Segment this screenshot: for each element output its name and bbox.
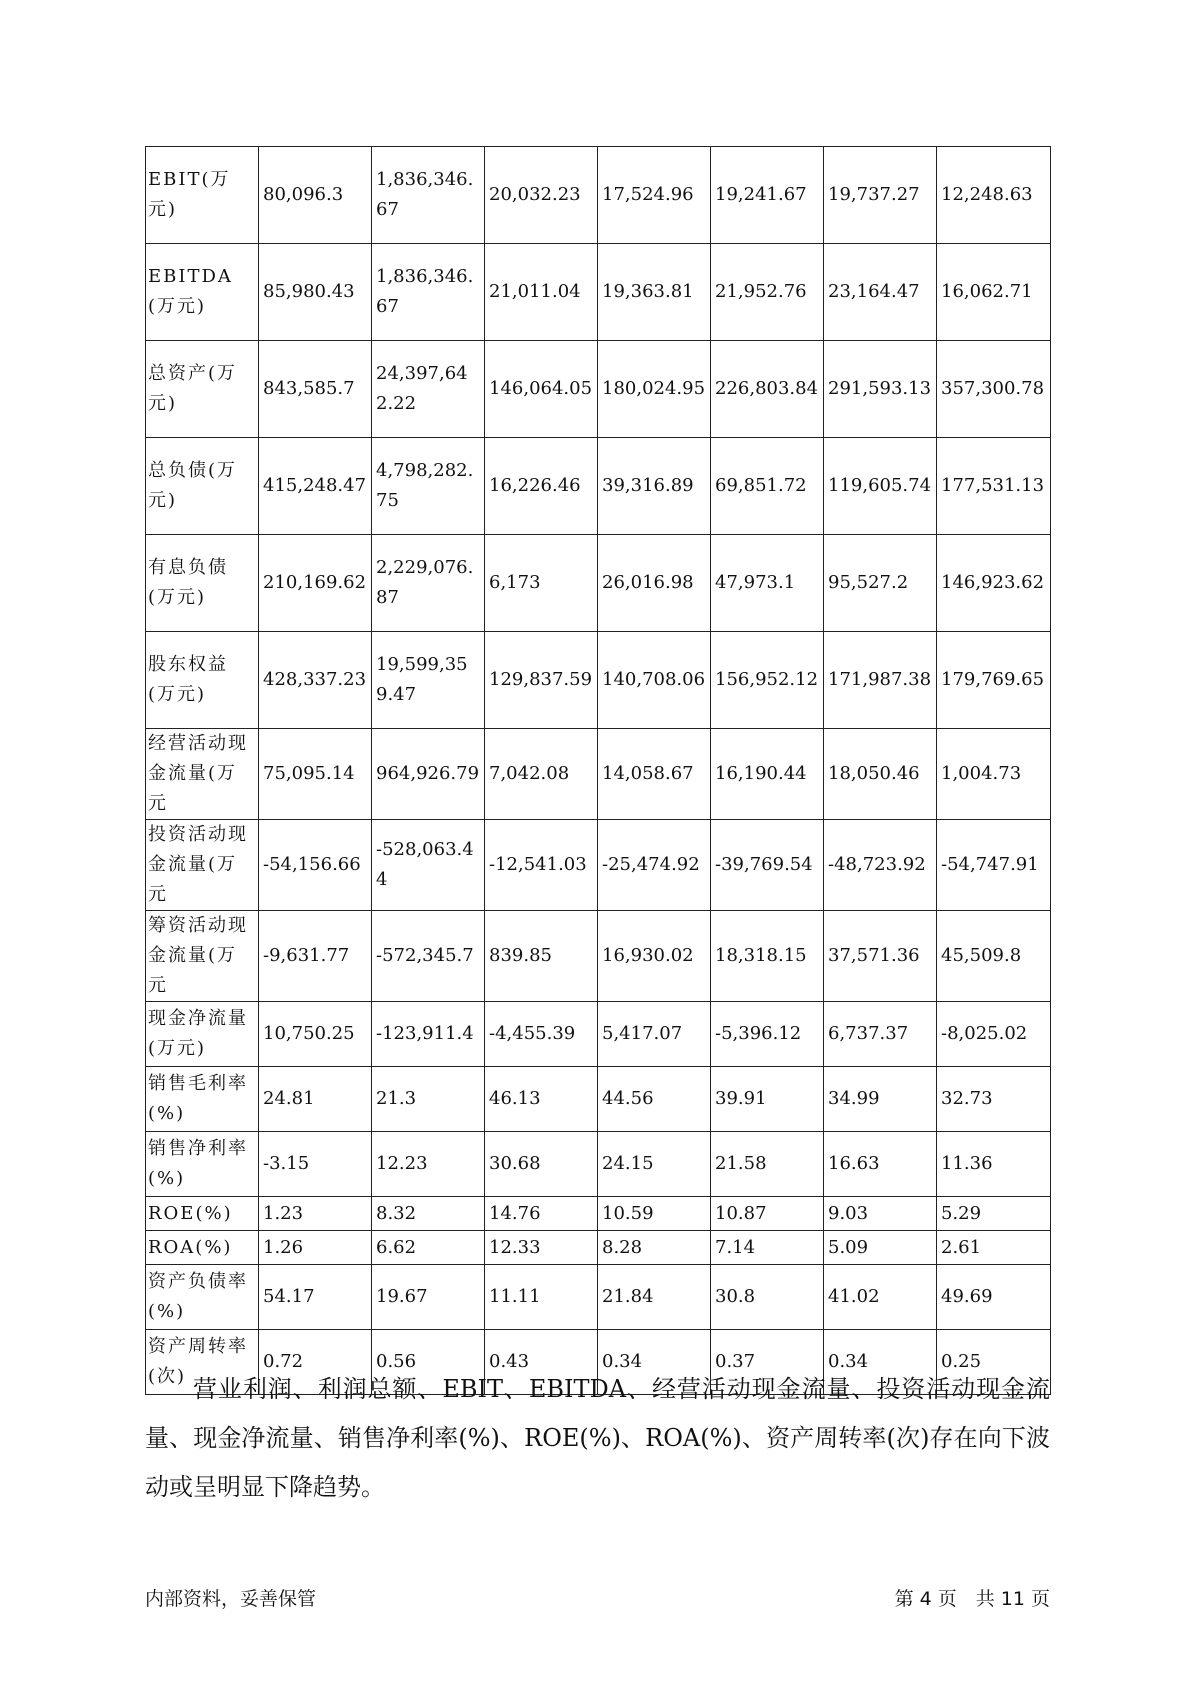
table-cell: 30.68 xyxy=(485,1132,598,1197)
table-cell: 0.37 xyxy=(711,1330,824,1395)
table-cell: 21.58 xyxy=(711,1132,824,1197)
table-cell: 1,836,346.67 xyxy=(372,244,485,341)
table-cell: 18,050.46 xyxy=(824,729,937,820)
body-paragraph: 营业利润、利润总额、EBIT、EBITDA、经营活动现金流量、投资活动现金流量、现金净流量、销售净利率(%)、ROE(%)、ROA(%)、资产周转率(次)存在向下波动或呈明显下降趋势。 xyxy=(145,1375,1050,1501)
table-row xyxy=(146,535,1051,632)
table-cell: 5.09 xyxy=(824,1231,937,1265)
table-cell: 24.15 xyxy=(598,1132,711,1197)
row-label: EBITDA(万元) xyxy=(146,244,259,341)
table-cell: 357,300.78 xyxy=(937,341,1051,438)
table-cell: 11.11 xyxy=(485,1265,598,1330)
table-cell: 19,599,359.47 xyxy=(372,632,485,729)
row-label: 资产周转率(次) xyxy=(146,1330,259,1395)
table-cell: 16.63 xyxy=(824,1132,937,1197)
table-cell: 21,952.76 xyxy=(711,244,824,341)
table-cell: 10,750.25 xyxy=(259,1002,372,1067)
row-label: 股东权益(万元) xyxy=(146,632,259,729)
table-cell: 0.34 xyxy=(824,1330,937,1395)
table-cell: 1,004.73 xyxy=(937,729,1051,820)
table-row xyxy=(146,341,1051,438)
table-cell: 16,226.46 xyxy=(485,438,598,535)
table-cell: -54,747.91 xyxy=(937,820,1051,911)
table-cell: 19,363.81 xyxy=(598,244,711,341)
table-cell: 12.33 xyxy=(485,1231,598,1265)
table-cell: 291,593.13 xyxy=(824,341,937,438)
table-cell: -572,345.7 xyxy=(372,911,485,1002)
table-cell: 843,585.7 xyxy=(259,341,372,438)
table-cell: 24,397,642.22 xyxy=(372,341,485,438)
table-cell: -48,723.92 xyxy=(824,820,937,911)
table-cell: 19,737.27 xyxy=(824,147,937,244)
table-row xyxy=(146,1002,1051,1067)
table-cell: 18,318.15 xyxy=(711,911,824,1002)
table-row xyxy=(146,911,1051,1002)
table-row xyxy=(146,244,1051,341)
table-cell: 12,248.63 xyxy=(937,147,1051,244)
row-label: 有息负债(万元) xyxy=(146,535,259,632)
table-cell: 179,769.65 xyxy=(937,632,1051,729)
row-label: ROE(%) xyxy=(146,1197,259,1231)
table-cell: 0.56 xyxy=(372,1330,485,1395)
table-row xyxy=(146,438,1051,535)
table-cell: 6,173 xyxy=(485,535,598,632)
table-cell: 5,417.07 xyxy=(598,1002,711,1067)
table-cell: 839.85 xyxy=(485,911,598,1002)
table-cell: -4,455.39 xyxy=(485,1002,598,1067)
table-cell: 47,973.1 xyxy=(711,535,824,632)
financial-metrics-table xyxy=(145,146,1051,1395)
table-cell: 140,708.06 xyxy=(598,632,711,729)
table-cell: 85,980.43 xyxy=(259,244,372,341)
table-cell: 95,527.2 xyxy=(824,535,937,632)
row-label: 现金净流量(万元) xyxy=(146,1002,259,1067)
row-label: 投资活动现金流量(万元 xyxy=(146,820,259,911)
row-label: 总资产(万元) xyxy=(146,341,259,438)
table-row xyxy=(146,1132,1051,1197)
table-cell: 26,016.98 xyxy=(598,535,711,632)
table-cell: 19.67 xyxy=(372,1265,485,1330)
table-cell: 9.03 xyxy=(824,1197,937,1231)
table-row xyxy=(146,632,1051,729)
table-cell: 17,524.96 xyxy=(598,147,711,244)
table-cell: 0.43 xyxy=(485,1330,598,1395)
table-cell: 21,011.04 xyxy=(485,244,598,341)
table-cell: 2,229,076.87 xyxy=(372,535,485,632)
table-cell: -3.15 xyxy=(259,1132,372,1197)
table-cell: 2.61 xyxy=(937,1231,1051,1265)
table-cell: 119,605.74 xyxy=(824,438,937,535)
table-cell: 11.36 xyxy=(937,1132,1051,1197)
row-label: EBIT(万元) xyxy=(146,147,259,244)
table-cell: 0.72 xyxy=(259,1330,372,1395)
row-label: 经营活动现金流量(万元 xyxy=(146,729,259,820)
table-cell: 21.84 xyxy=(598,1265,711,1330)
table-cell: 39,316.89 xyxy=(598,438,711,535)
table-cell: 39.91 xyxy=(711,1067,824,1132)
table-cell: 146,923.62 xyxy=(937,535,1051,632)
table-cell: 6,737.37 xyxy=(824,1002,937,1067)
table-cell: 41.02 xyxy=(824,1265,937,1330)
table-row xyxy=(146,820,1051,911)
table-cell: 1.26 xyxy=(259,1231,372,1265)
table-row xyxy=(146,147,1051,244)
table-row xyxy=(146,1197,1051,1231)
table-cell: 69,851.72 xyxy=(711,438,824,535)
table-cell: 415,248.47 xyxy=(259,438,372,535)
table-cell: 5.29 xyxy=(937,1197,1051,1231)
table-cell: -9,631.77 xyxy=(259,911,372,1002)
row-label: 销售净利率(%) xyxy=(146,1132,259,1197)
table-cell: 16,062.71 xyxy=(937,244,1051,341)
table-body xyxy=(146,147,1051,1395)
table-cell: 44.56 xyxy=(598,1067,711,1132)
table-cell: 45,509.8 xyxy=(937,911,1051,1002)
row-label: 筹资活动现金流量(万元 xyxy=(146,911,259,1002)
table-cell: 10.87 xyxy=(711,1197,824,1231)
table-cell: 7.14 xyxy=(711,1231,824,1265)
table-cell: 6.62 xyxy=(372,1231,485,1265)
table-cell: 428,337.23 xyxy=(259,632,372,729)
table-cell: -54,156.66 xyxy=(259,820,372,911)
table-cell: 180,024.95 xyxy=(598,341,711,438)
table-cell: -12,541.03 xyxy=(485,820,598,911)
table-cell: 0.34 xyxy=(598,1330,711,1395)
table-cell: 129,837.59 xyxy=(485,632,598,729)
table-cell: -123,911.4 xyxy=(372,1002,485,1067)
table-cell: 23,164.47 xyxy=(824,244,937,341)
footer-page-number: 第 4 页 共 11 页 xyxy=(894,1588,1050,1610)
table-cell: 156,952.12 xyxy=(711,632,824,729)
table-row xyxy=(146,1067,1051,1132)
table-cell: 0.25 xyxy=(937,1330,1051,1395)
table-cell: -528,063.44 xyxy=(372,820,485,911)
table-cell: 210,169.62 xyxy=(259,535,372,632)
table-cell: 8.28 xyxy=(598,1231,711,1265)
table-cell: 146,064.05 xyxy=(485,341,598,438)
table-cell: 37,571.36 xyxy=(824,911,937,1002)
table-cell: 177,531.13 xyxy=(937,438,1051,535)
table-cell: 1.23 xyxy=(259,1197,372,1231)
table-cell: -8,025.02 xyxy=(937,1002,1051,1067)
table-cell: 16,930.02 xyxy=(598,911,711,1002)
table-cell: 34.99 xyxy=(824,1067,937,1132)
row-label: ROA(%) xyxy=(146,1231,259,1265)
table-row xyxy=(146,729,1051,820)
table-cell: 20,032.23 xyxy=(485,147,598,244)
table-cell: 4,798,282.75 xyxy=(372,438,485,535)
table-cell: 80,096.3 xyxy=(259,147,372,244)
table-cell: 16,190.44 xyxy=(711,729,824,820)
table-row xyxy=(146,1231,1051,1265)
row-label: 资产负债率(%) xyxy=(146,1265,259,1330)
table-row xyxy=(146,1265,1051,1330)
table-cell: -5,396.12 xyxy=(711,1002,824,1067)
table-cell: 54.17 xyxy=(259,1265,372,1330)
table-cell: 21.3 xyxy=(372,1067,485,1132)
table-cell: 30.8 xyxy=(711,1265,824,1330)
table-cell: -39,769.54 xyxy=(711,820,824,911)
table-cell: 12.23 xyxy=(372,1132,485,1197)
table-cell: 46.13 xyxy=(485,1067,598,1132)
row-label: 销售毛利率(%) xyxy=(146,1067,259,1132)
table-cell: 49.69 xyxy=(937,1265,1051,1330)
table-cell: 24.81 xyxy=(259,1067,372,1132)
table-cell: 19,241.67 xyxy=(711,147,824,244)
table-cell: 75,095.14 xyxy=(259,729,372,820)
table-cell: 226,803.84 xyxy=(711,341,824,438)
table-cell: 964,926.79 xyxy=(372,729,485,820)
row-label: 总负债(万元) xyxy=(146,438,259,535)
footer-confidential-note: 内部资料，妥善保管 xyxy=(145,1588,317,1610)
table-cell: 32.73 xyxy=(937,1067,1051,1132)
table-cell: 7,042.08 xyxy=(485,729,598,820)
table-cell: 14.76 xyxy=(485,1197,598,1231)
table-cell: 1,836,346.67 xyxy=(372,147,485,244)
table-cell: 8.32 xyxy=(372,1197,485,1231)
table-cell: 171,987.38 xyxy=(824,632,937,729)
table-cell: -25,474.92 xyxy=(598,820,711,911)
table-cell: 10.59 xyxy=(598,1197,711,1231)
table-cell: 14,058.67 xyxy=(598,729,711,820)
